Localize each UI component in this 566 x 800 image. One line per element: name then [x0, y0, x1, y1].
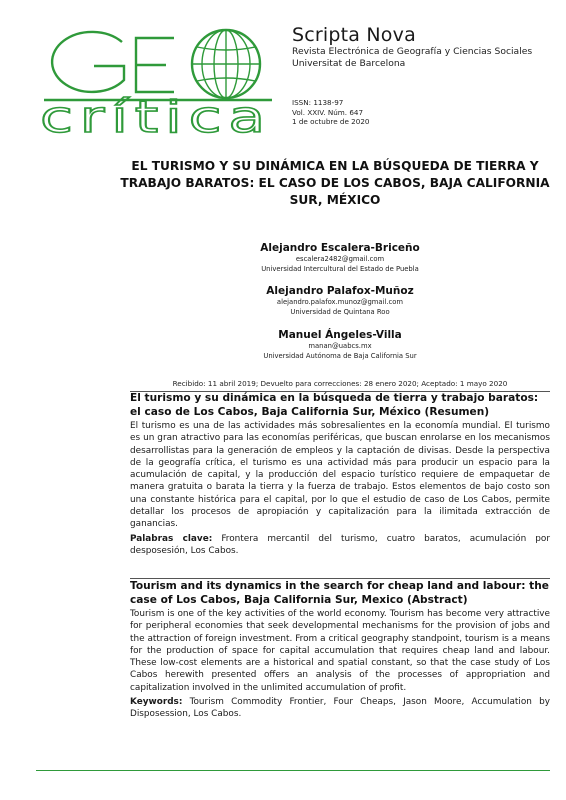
abstract-es-title: El turismo y su dinámica en la búsqueda de tierra y trabajo baratos: el caso de Los Cabos, Baja California Sur, México (Resumen): [130, 392, 539, 418]
issue-date: 1 de octubre de 2020: [292, 117, 370, 126]
abstract-es-body: El turismo es una de las actividades más sobresalientes en la economía mundial. El turismo es un gran atractivo para las economías periféricas, que buscan enrolarse en los mecanismos desarrollistas para la generación de empleos y la captación de divisas. Desde la perspectiva de la geografía crítica, el turismo es una actividad más para producir un espacio para la acumulación de capital, y la producción del espacio turístico requiere de empaquetar de manera gratuita o barata la tierra y la fuerza de trabajo. Estos elementos de bajo costo son una constante histórica para el capital, por lo que el estudio de caso de Los Cabos, permite detallar los procesos de apropiación y capitalización para la ilimitada extracción de ganancias.: [130, 421, 550, 530]
logo-word-critica: crítica: [40, 92, 272, 138]
logo-letter-e: [136, 38, 174, 92]
abstract-es: [130, 392, 550, 557]
author-email[interactable]: alejandro.palafox.munoz@gmail.com: [276, 298, 404, 306]
journal-subtitle: Revista Electrónica de Geografía y Ciencias Sociales: [292, 46, 533, 57]
footer-rule: [36, 770, 550, 771]
keywords-en: [130, 696, 550, 721]
author-name: Manuel Ángeles-Villa: [278, 329, 402, 341]
journal-university: Universitat de Barcelona: [292, 58, 406, 69]
keywords-es: [130, 533, 550, 558]
geocritica-logo: [36, 20, 276, 138]
keywords-es-text: Frontera mercantil del turismo, cuatro baratos, acumulación por desposesión, Los Cabos.: [130, 533, 550, 556]
article-title: EL TURISMO Y SU DINÁMICA EN LA BÚSQUEDA DE TIERRA Y TRABAJO BARATOS: EL CASO DE LOS CABOS, BAJA CALIFORNIA SUR, MÉXICO: [120, 159, 550, 207]
journal-header: [292, 24, 552, 70]
author-email[interactable]: manan@uabcs.mx: [308, 342, 372, 350]
issue-info: [292, 98, 369, 127]
journal-name: Scripta Nova: [292, 24, 416, 46]
globe-icon: [192, 30, 260, 98]
keywords-en-label: Keywords:: [130, 697, 183, 708]
author-name: Alejandro Palafox-Muñoz: [266, 285, 414, 297]
keywords-es-label: Palabras clave:: [130, 533, 213, 544]
author-block: [140, 285, 540, 317]
divider: [130, 578, 550, 579]
logo-letter-g: [52, 32, 124, 92]
received-dates: Recibido: 11 abril 2019; Devuelto para correcciones: 28 enero 2020; Aceptado: 1 mayo 2020: [172, 379, 508, 388]
author-block: [140, 242, 540, 274]
abstract-en: [130, 580, 550, 721]
author-affiliation: Universidad Autónoma de Baja California Sur: [263, 351, 417, 360]
author-email[interactable]: escalera2482@gmail.com: [295, 255, 385, 263]
abstract-en-title: Tourism and its dynamics in the search for cheap land and labour: the case of Los Cabos, Baja California Sur, Mexico (Abstract): [130, 580, 549, 606]
author-affiliation: Universidad de Quintana Roo: [290, 307, 390, 316]
author-block: [140, 329, 540, 361]
author-name: Alejandro Escalera-Briceño: [260, 242, 420, 254]
abstract-en-body: Tourism is one of the key activities of the world economy. Tourism has become very attractive for peripheral economies that seek developmental mechanisms for the provision of jobs and the attraction of foreign investment. From a critical geography standpoint, tourism is a means for the production of space for capital accumulation that requires cheap land and labour. These low-cost elements are a historical and spatial constant, so that the case study of Los Cabos herewith presented offers an analysis of the processes of appropriation and capitalization involved in the unlimited accumulation of profit.: [130, 609, 550, 693]
volume: Vol. XXIV. Núm. 647: [292, 107, 364, 117]
keywords-en-text: Tourism Commodity Frontier, Four Cheaps, Jason Moore, Accumulation by Disposession, Los Cabos.: [130, 697, 551, 720]
author-affiliation: Universidad Intercultural del Estado de Puebla: [261, 264, 419, 273]
issn: ISSN: 1138-97: [292, 98, 344, 107]
